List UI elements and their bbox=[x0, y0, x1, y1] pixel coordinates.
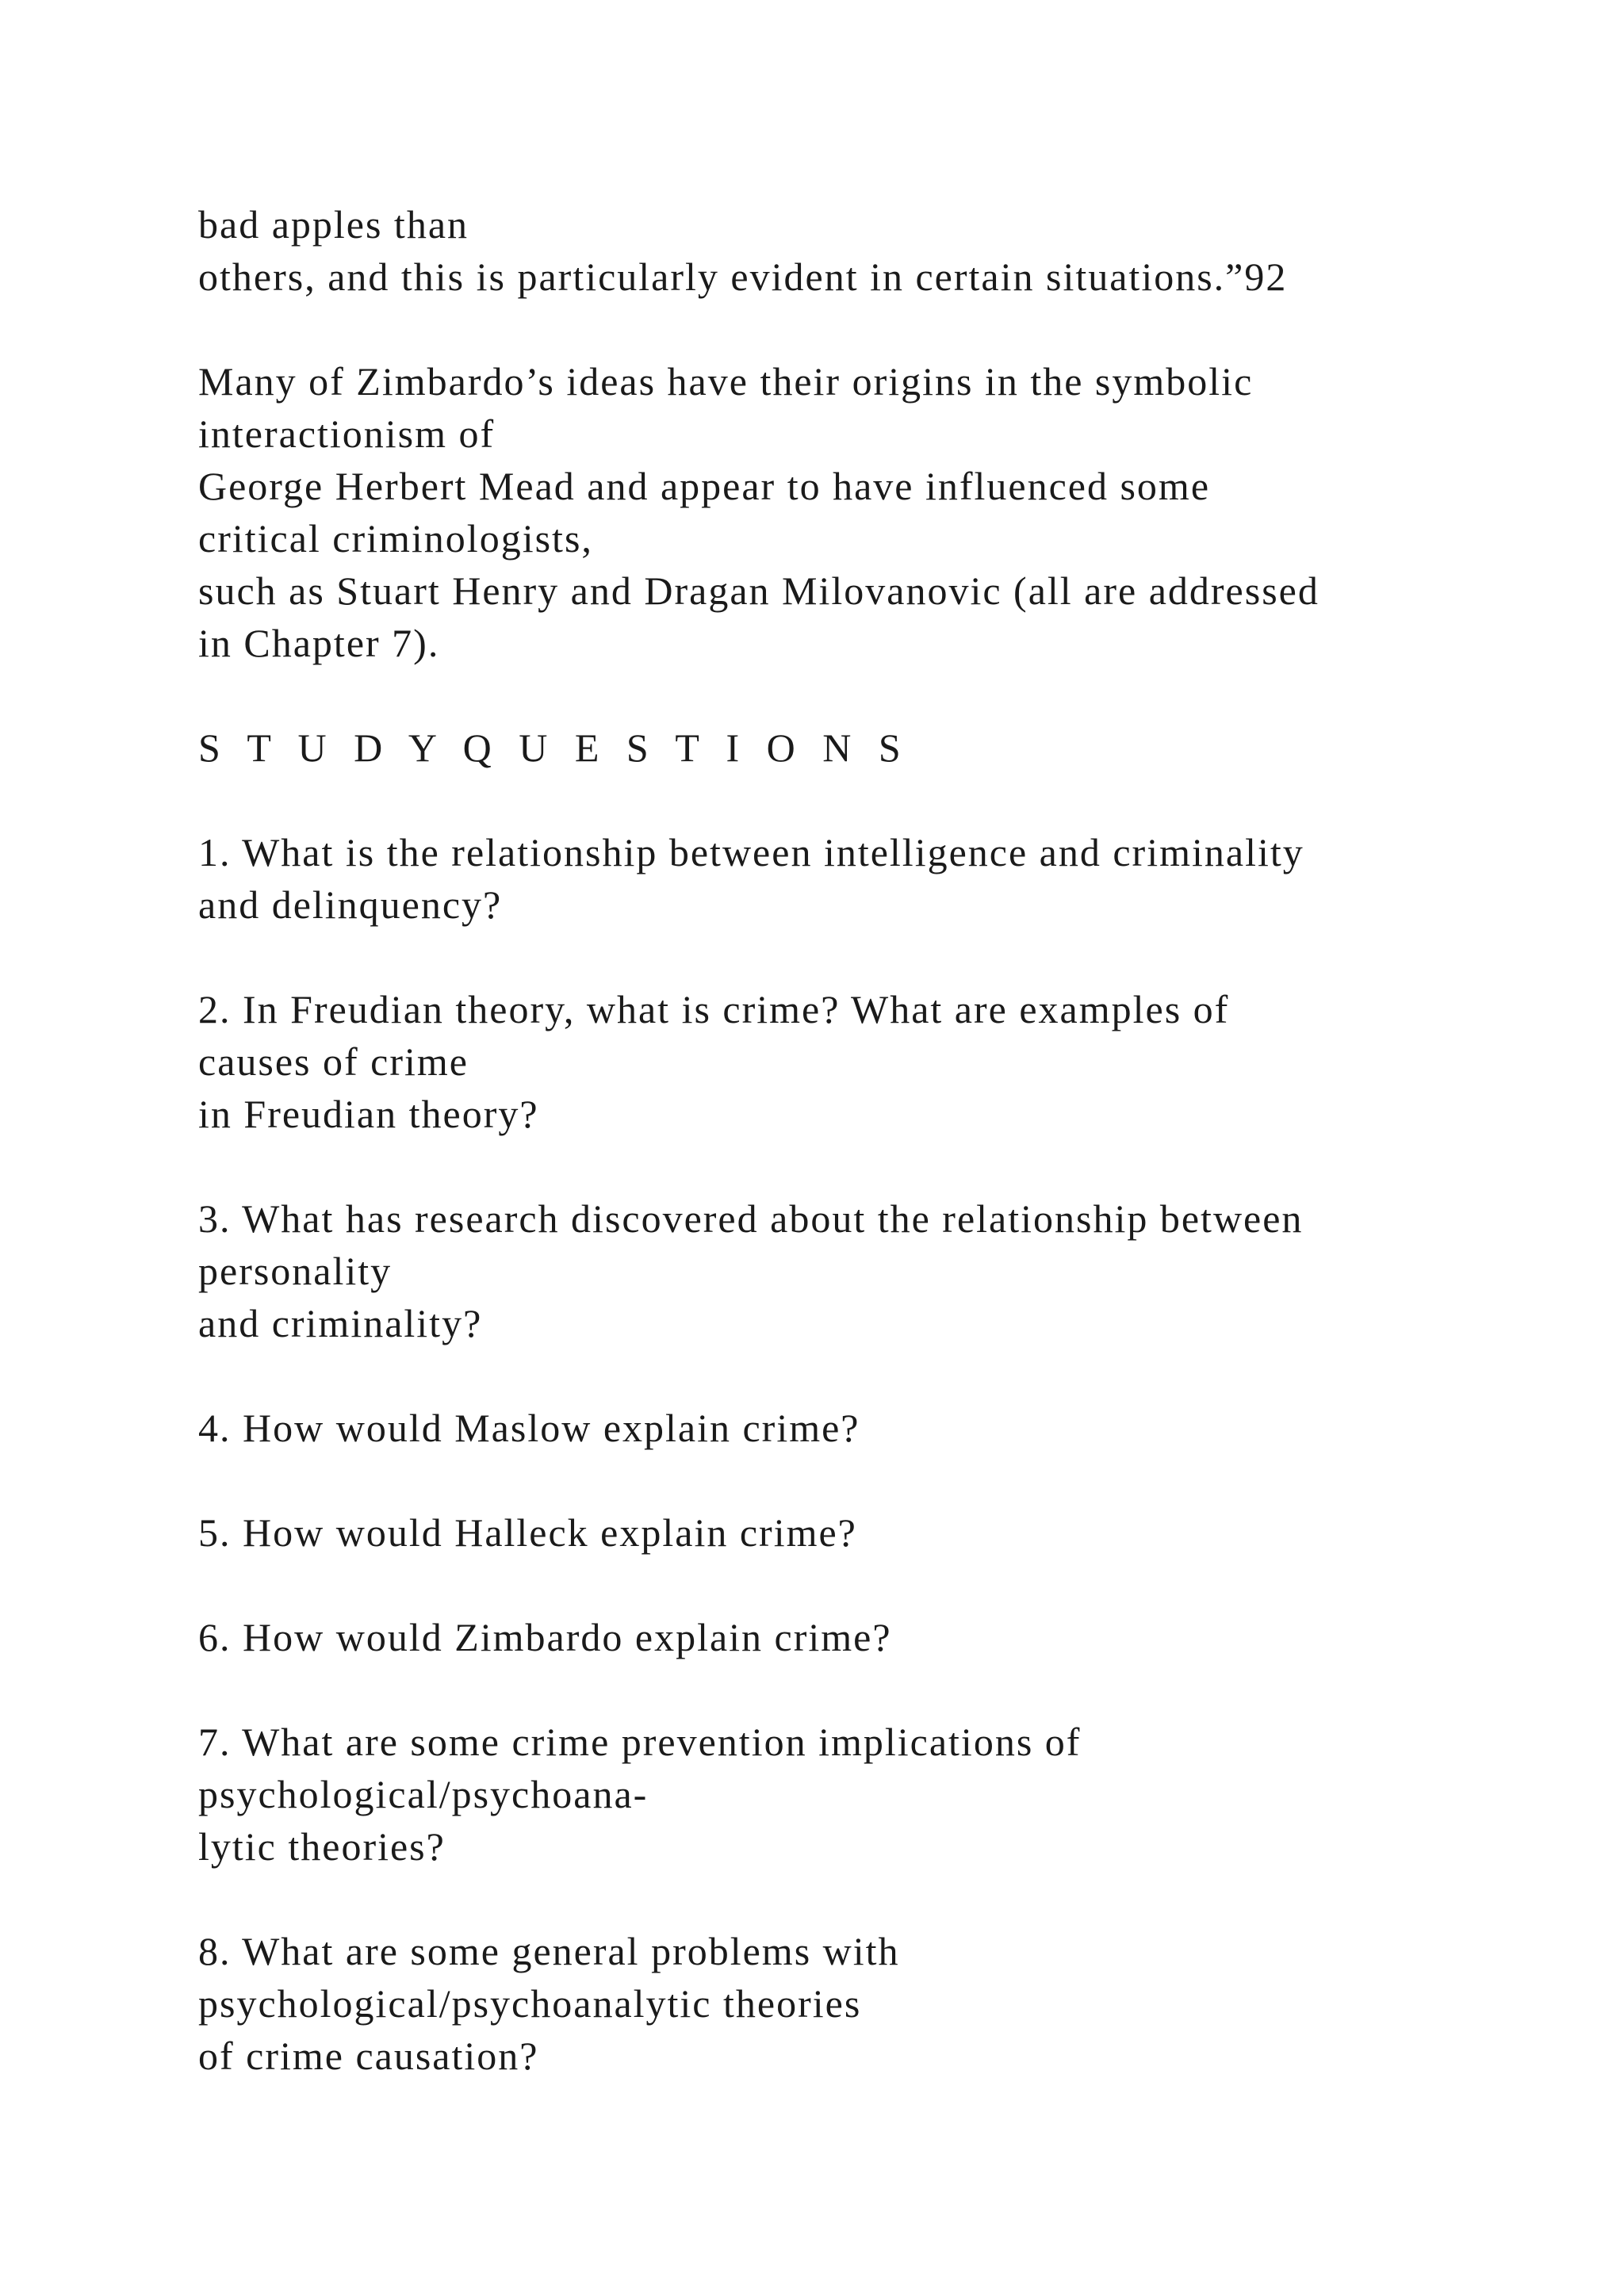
text-line: S T U D Y Q U E S T I O N S bbox=[198, 725, 910, 770]
text-line: George Herbert Mead and appear to have influenced some bbox=[198, 464, 1211, 508]
study-question bbox=[198, 1192, 1507, 1349]
text-line: such as Stuart Henry and Dragan Milovanovic (all are addressed bbox=[198, 568, 1320, 613]
text-line: 4. How would Maslow explain crime? bbox=[198, 1406, 860, 1450]
text-line: Many of Zimbardo’s ideas have their origins in the symbolic bbox=[198, 359, 1254, 404]
text-line: of crime causation? bbox=[198, 2034, 539, 2078]
body-paragraph bbox=[198, 355, 1507, 669]
text-line: psychological/psychoana- bbox=[198, 1772, 649, 1816]
section-heading bbox=[198, 721, 1507, 774]
text-line: and criminality? bbox=[198, 1301, 483, 1345]
body-paragraph bbox=[198, 198, 1507, 303]
text-line: causes of crime bbox=[198, 1039, 469, 1084]
text-line: others, and this is particularly evident in certain situations.”92 bbox=[198, 254, 1288, 299]
study-question bbox=[198, 1402, 1507, 1454]
text-line: 6. How would Zimbardo explain crime? bbox=[198, 1615, 892, 1659]
text-line: lytic theories? bbox=[198, 1824, 446, 1869]
study-question bbox=[198, 826, 1507, 931]
text-line: personality bbox=[198, 1249, 393, 1293]
study-question bbox=[198, 1716, 1507, 1873]
text-line: and delinquency? bbox=[198, 882, 503, 927]
text-line: 7. What are some crime prevention implications of bbox=[198, 1720, 1082, 1764]
text-line: critical criminologists, bbox=[198, 516, 593, 561]
study-question bbox=[198, 1506, 1507, 1559]
text-line: 8. What are some general problems with bbox=[198, 1929, 900, 1973]
text-line: in Chapter 7). bbox=[198, 621, 440, 665]
text-line: 5. How would Halleck explain crime? bbox=[198, 1510, 857, 1555]
study-question bbox=[198, 1611, 1507, 1663]
text-line: 1. What is the relationship between intelligence and criminality bbox=[198, 830, 1304, 874]
text-line: psychological/psychoanalytic theories bbox=[198, 1981, 862, 2026]
document-text bbox=[198, 198, 1507, 2134]
text-line: interactionism of bbox=[198, 411, 496, 456]
study-question bbox=[198, 983, 1507, 1140]
text-line: bad apples than bbox=[198, 202, 469, 247]
text-line: in Freudian theory? bbox=[198, 1092, 539, 1136]
study-question bbox=[198, 1925, 1507, 2082]
text-line: 3. What has research discovered about the relationship between bbox=[198, 1196, 1304, 1241]
text-line: 2. In Freudian theory, what is crime? What are examples of bbox=[198, 987, 1230, 1031]
